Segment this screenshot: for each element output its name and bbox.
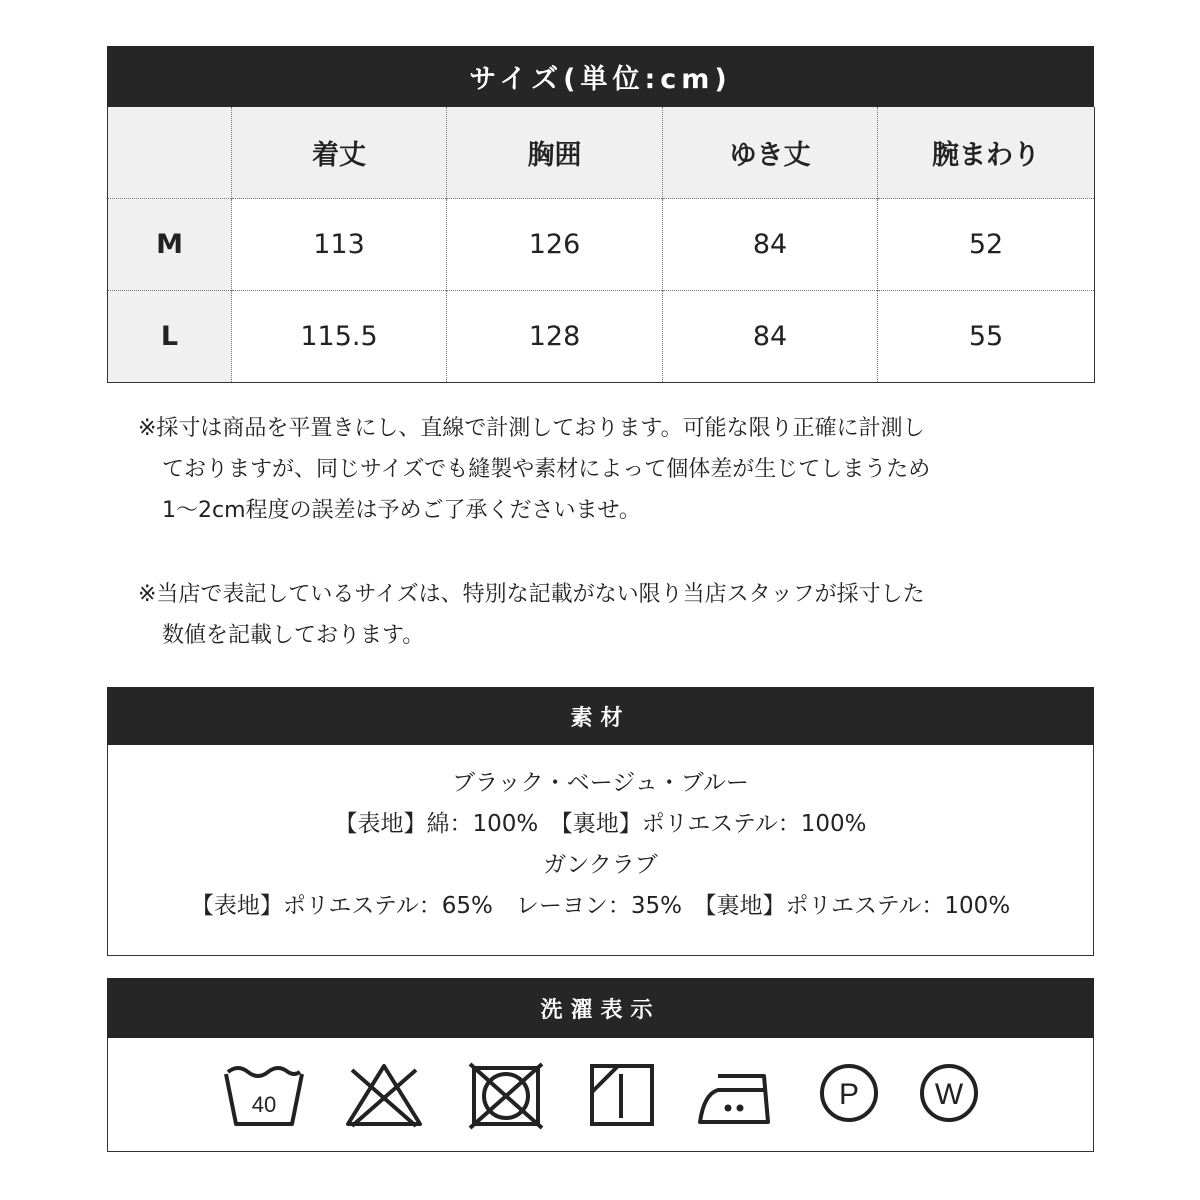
note-line: 数値を記載しております。 — [162, 623, 425, 648]
dry-clean-label: P — [838, 1078, 860, 1111]
column-header-arm: 腕まわり — [878, 107, 1095, 199]
note-line: ておりますが、同じサイズでも縫製や素材によって個体差が生じてしまうため — [162, 457, 931, 482]
size-label: L — [108, 291, 232, 383]
table-cell: 84 — [663, 199, 878, 291]
material-section-title: 素材 — [107, 687, 1094, 745]
material-line: ガンクラブ — [543, 852, 658, 878]
note-line: ※採寸は商品を平置きにし、直線で計測しております。可能な限り正確に計測し — [138, 416, 925, 441]
material-line: 【表地】綿：100% 【裏地】ポリエステル：100% — [334, 811, 867, 837]
table-row — [108, 291, 1095, 383]
note-line: ※当店で表記しているサイズは、特別な記載がない限り当店スタッフが採寸した — [138, 582, 925, 607]
size-table — [107, 107, 1095, 383]
table-cell: 55 — [878, 291, 1095, 383]
table-cell: 52 — [878, 199, 1095, 291]
size-table-corner — [108, 107, 232, 199]
table-cell: 128 — [447, 291, 663, 383]
size-section-title: サイズ(単位:cm) — [107, 46, 1094, 107]
table-cell: 113 — [232, 199, 447, 291]
column-header-length: 着丈 — [232, 107, 447, 199]
care-section-title: 洗濯表示 — [107, 978, 1094, 1038]
table-cell: 126 — [447, 199, 663, 291]
wash-temperature-label: 40 — [251, 1092, 277, 1117]
table-cell: 115.5 — [232, 291, 447, 383]
iron-low-icon — [696, 1062, 786, 1128]
column-header-chest: 胸囲 — [447, 107, 663, 199]
size-label: M — [108, 199, 232, 291]
wet-clean-w-icon — [918, 1062, 980, 1124]
table-cell: 84 — [663, 291, 878, 383]
wet-clean-label: W — [934, 1078, 964, 1111]
size-table-header-row — [108, 107, 1095, 199]
material-content — [107, 745, 1094, 956]
no-bleach-icon — [344, 1062, 424, 1128]
size-source-note — [138, 574, 1078, 656]
care-icons-box — [107, 1038, 1094, 1152]
material-line: ブラック・ベージュ・ブルー — [452, 770, 749, 796]
column-header-sleeve: ゆき丈 — [663, 107, 878, 199]
no-tumble-dry-icon — [468, 1062, 544, 1130]
line-dry-shade-icon — [588, 1062, 656, 1128]
dry-clean-p-icon — [818, 1062, 880, 1124]
table-row — [108, 199, 1095, 291]
wash-tub-40-icon — [224, 1062, 304, 1128]
material-line: 【表地】ポリエステル：65% レーヨン：35% 【裏地】ポリエステル：100% — [190, 893, 1011, 919]
note-line: 1〜2cm程度の誤差は予めご了承くださいませ。 — [162, 498, 641, 523]
measurement-note — [138, 408, 1078, 531]
